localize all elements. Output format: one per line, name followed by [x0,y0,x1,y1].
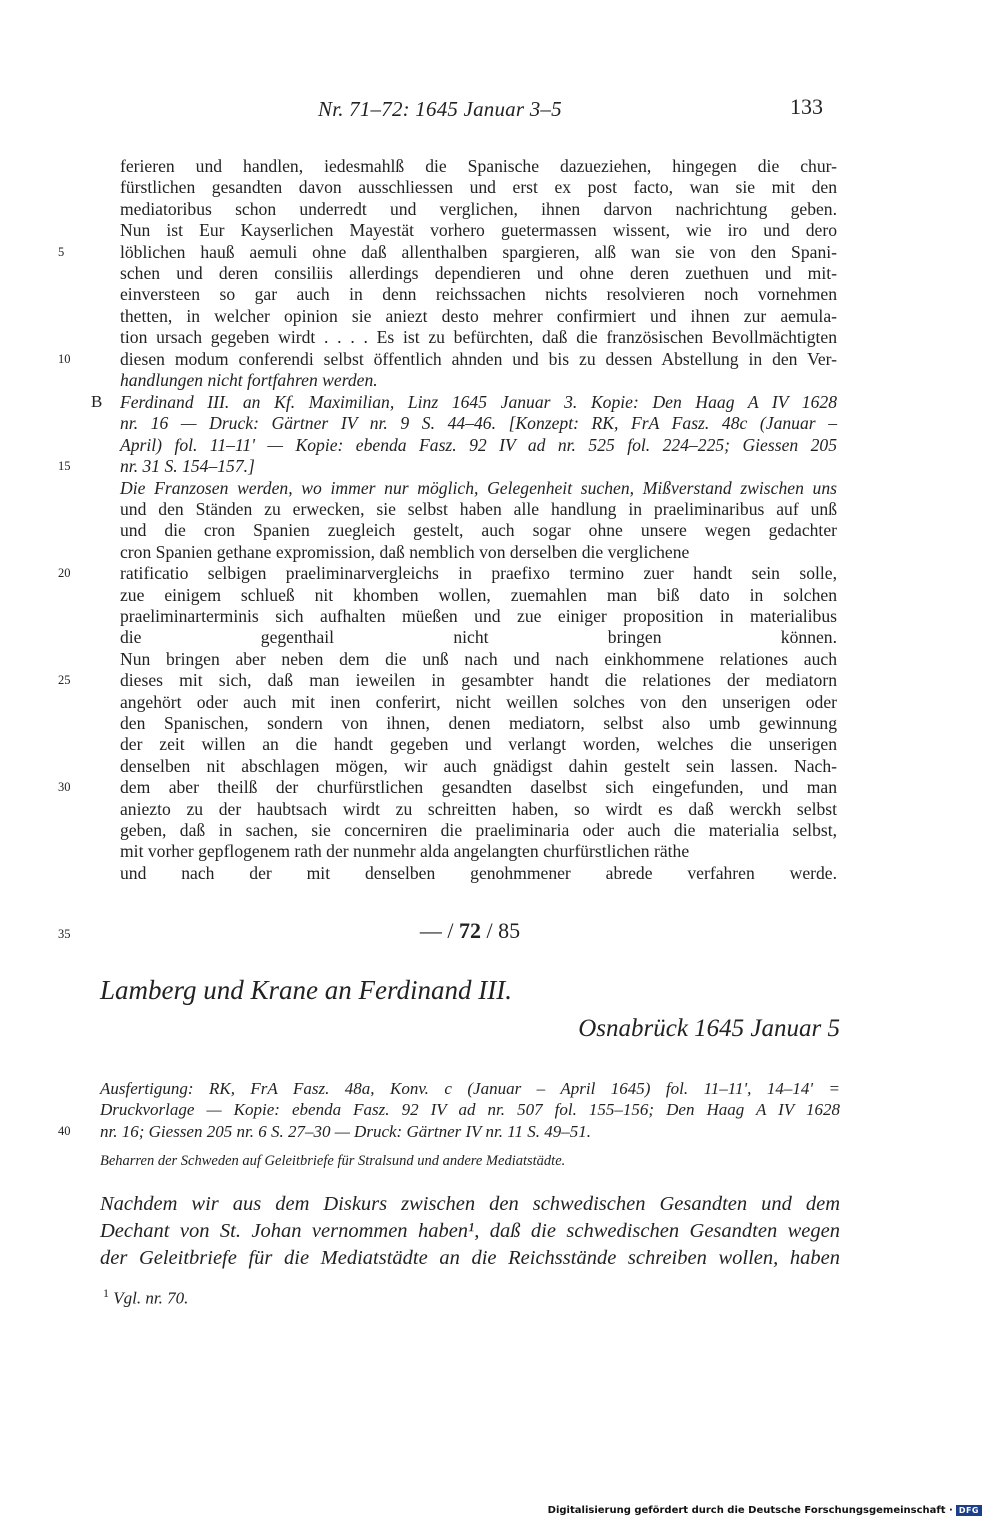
text-line: Druckvorlage — Kopie: ebenda Fasz. 92 IV ad nr. 507 fol. 155–156; Den Haag A IV 1628 [100,1100,840,1120]
running-header: Nr. 71–72: 1645 Januar 3–5 [318,97,562,121]
digitization-credit [548,1505,982,1516]
text-line: angehört oder auch mit inen conferirt, nicht weillen solches von den unserigen oder [120,691,837,712]
document-title: Lamberg und Krane an Ferdinand III. [100,975,512,1005]
text-line: April) fol. 11–11' — Kopie: ebenda Fasz. 92 IV ad nr. 525 fol. 224–225; Giessen 205 [120,434,837,455]
credit-text: Digitalisierung gefördert durch die Deutsche Forschungsgemeinschaft · [547,1505,953,1516]
text-line: cron Spanien gethane expromission, daß nemblich von derselben die verglichene [120,541,690,562]
text-line: geben, daß in sachen, sie concerniren die praeliminaria oder auch die materialia selbst, [120,820,837,840]
text-line: Die Franzosen werden, wo immer nur möglich, Gelegenheit suchen, Mißverstand zwischen uns [120,477,837,498]
text-line: Nun bringen aber neben dem die unß nach und nach einkhommene relationes auch [120,648,837,669]
footnote-mark: 1 [103,1286,109,1300]
text-line: und nach der mit denselben genohmmener abrede verfahren werde. [120,862,837,883]
line-number: 40 [58,1123,71,1138]
text-line: Nun ist Eur Kayserlichen Mayestät vorhero guetermassen wissent, wie iro und dero [120,220,837,241]
text-line: einversteen so gar auch in denn reichssachen nichts resolvieren noch vornehmen [120,284,837,305]
document-number [0,918,940,944]
doc-number-suffix: / 85 [486,918,521,943]
text-line: den Spanischen, sondern von ihnen, denen mediatorn, selbst also umb gewinnung [120,713,837,733]
text-line: aniezto zu der haubtsach wirdt zu schreitten haben, so wirdt es daß werckh selbst [120,798,837,819]
document-summary: Beharren der Schweden auf Geleitbriefe für Stralsund und andere Mediatstädte. [100,1153,566,1169]
text-line: handlungen nicht fortfahren werden. [120,370,378,390]
text-line: ratificatio selbigen praeliminarvergleichs in praefixo termino zuer handt sein solle, [120,563,837,584]
text-line: dieses mit sich, daß man ieweilen in gesambter handt die relationes der mediatorn [120,670,837,691]
text-line: mit vorher gepflogenem rath der nunmehr alda angelangten churfürstlichen räthe [120,841,690,862]
text-line: praeliminarterminis sich aufhalten müeßen und zue einiger proposition in materialibus [120,606,837,626]
body-line: Nachdem wir aus dem Diskurs zwischen den schwedischen Gesandten und dem [100,1193,840,1215]
text-line: schen und deren consiliis allerdings dependieren und ohne deren zuethuen und mit- [120,263,837,283]
page-number: 133 [790,94,823,119]
doc-number-main: 72 [459,918,481,943]
line-number: 20 [58,566,71,581]
text-line: zue einigem schlueß nit khomben wollen, zuemahlen man biß dato in solchen [120,584,837,605]
text-line: und den Ständen zu erwecken, sie selbst haben alle handlung in praeliminaribus auf unß [120,499,837,519]
text-line: nr. 16 — Druck: Gärtner IV nr. 9 S. 44–46. [Konzept: RK, FrA Fasz. 48c (Januar – [120,413,837,434]
text-line: dem aber theilß der churfürstlichen gesandten daselbst sich eingefunden, und man [120,777,837,798]
doc-number-prefix: — / [419,918,454,943]
text-line: löblichen hauß aemuli ohne daß allenthalben spargieren, alß wan sie von den Spani- [120,241,837,262]
line-number: 25 [58,673,71,688]
line-number: 30 [58,780,71,795]
body-line: der Geleitbriefe für die Mediatstädte an die Reichsstände schreiben wollen, haben [100,1247,840,1269]
dfg-logo: DFG [956,1505,982,1516]
line-number: 35 [58,927,71,941]
text-line: diesen modum conferendi selbst öffentlich ahnden und bis zu dessen Abstellung in den Ver- [120,348,837,369]
text-line: die gegenthail nicht bringen können. [120,627,837,648]
text-line: nr. 16; Giessen 205 nr. 6 S. 27–30 — Druck: Gärtner IV nr. 11 S. 49–51. [100,1121,591,1141]
line-number: 5 [58,244,65,259]
text-line: tion ursach gegeben wirdt . . . . Es ist zu befürchten, daß die französischen Bevollmächtigten [120,327,837,348]
footnote-text: Vgl. nr. 70. [113,1288,189,1308]
text-line: thetten, in welcher opinion sie aniezt desto mehrer confirmiert und ihnen zur aemula- [120,305,837,326]
margin-marker-b: B [91,392,103,411]
text-line: und die cron Spanien zuegleich gestelt, auch sogar ohne unsere wegen gedachter [120,520,837,541]
text-line: mediatoribus schon underredt und verglichen, ihnen darvon nachrichtung geben. [120,198,837,219]
document-place-date: Osnabrück 1645 Januar 5 [578,1015,840,1042]
body-line: Dechant von St. Johan vernommen haben¹, daß die schwedischen Gesandten wegen [100,1220,840,1242]
text-line: der zeit willen an die handt gegeben und verlangt worden, welches die unserigen [120,734,837,755]
text-line: Ferdinand III. an Kf. Maximilian, Linz 1645 Januar 3. Kopie: Den Haag A IV 1628 [120,392,837,412]
text-line: denselben nit abschlagen mögen, wir auch gnädigst dahin gestelt sein lassen. Nach- [120,755,837,776]
text-line: nr. 31 S. 154–157.] [120,456,255,477]
text-line: ferieren und handlen, iedesmahlß die Spanische dazueziehen, hingegen die chur- [120,156,837,176]
footnote [103,1286,188,1309]
line-number: 15 [58,459,71,474]
text-line: fürstlichen gesandten davon ausschliessen und erst ex post facto, wan sie mit den [120,177,837,198]
line-number: 10 [58,351,71,366]
text-line: Ausfertigung: RK, FrA Fasz. 48a, Konv. c (Januar – April 1645) fol. 11–11', 14–14' = [100,1079,840,1098]
